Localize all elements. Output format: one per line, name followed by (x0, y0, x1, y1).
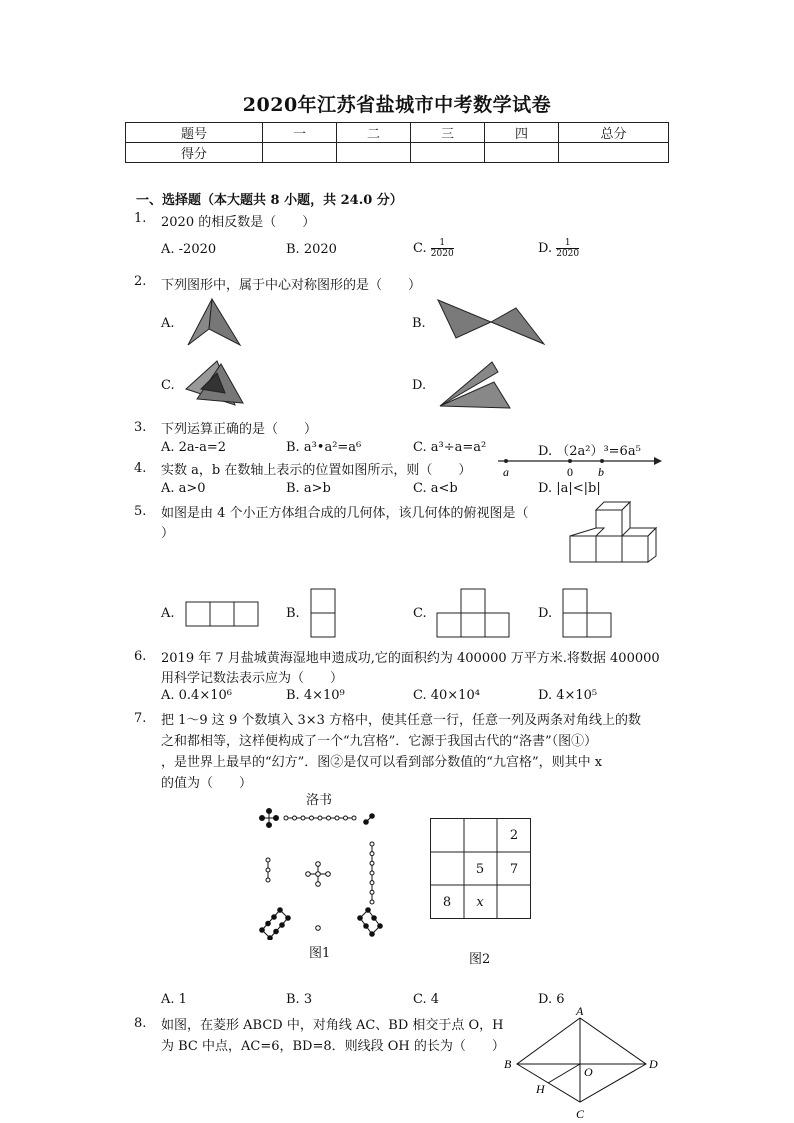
question-text: 之和都相等，这样便构成了一个“九宫格”．它源于我国古代的“洛書”（图①） (161, 734, 598, 749)
option-d[interactable]: D. (538, 606, 553, 621)
option-b[interactable]: B. 3 (286, 992, 313, 1007)
option-a[interactable]: A. (161, 606, 175, 621)
top-view-c (435, 587, 511, 641)
fraction-denominator: 2020 (556, 249, 580, 259)
label-h: H (536, 1082, 545, 1096)
question-text: 下列图形中，属于中心对称图形的是（ ） (161, 278, 422, 293)
question-number: 4. (134, 461, 147, 476)
score-header-cell: 总分 (559, 123, 669, 143)
score-table (125, 122, 669, 163)
score-header-cell: 四 (485, 123, 559, 143)
score-input-cell[interactable] (485, 143, 559, 163)
score-input-cell[interactable] (559, 143, 669, 163)
option-b[interactable]: B. a>b (286, 481, 331, 496)
grid-cell: 5 (475, 862, 485, 877)
number-line-figure (496, 452, 666, 480)
shape-d-figure (436, 358, 514, 410)
option-label: C. (413, 241, 427, 256)
option-label: D. (538, 241, 553, 256)
option-a[interactable]: A. 2a-a=2 (161, 440, 226, 455)
shape-a-figure (185, 297, 245, 349)
question-number: 2. (134, 274, 147, 289)
option-d[interactable]: D. (412, 378, 427, 393)
shape-b-figure (436, 298, 548, 348)
score-input-cell[interactable] (411, 143, 485, 163)
option-a[interactable]: A. 0.4×10⁶ (161, 688, 232, 703)
option-d[interactable] (538, 238, 579, 259)
question-text: 2020 的相反数是（ ） (161, 215, 316, 230)
option-c[interactable] (413, 238, 454, 259)
fraction (556, 238, 579, 259)
axis-label-a: a (503, 465, 509, 479)
option-b[interactable]: B. 4×10⁹ (286, 688, 345, 703)
question-text: 下列运算正确的是（ ） (161, 422, 318, 437)
question-text: 为 BC 中点，AC=6，BD=8．则线段 OH 的长为（ ） (161, 1039, 505, 1054)
option-c[interactable]: C. 4 (413, 992, 440, 1007)
fraction (431, 238, 454, 259)
option-d[interactable]: D. 6 (538, 992, 565, 1007)
option-c[interactable]: C. a<b (413, 481, 458, 496)
label-o: O (584, 1065, 593, 1079)
score-header-cell: 二 (337, 123, 411, 143)
score-table-score-row (126, 143, 669, 163)
question-text: 2019 年 7 月盐城黄海湿地申遗成功,它的面积约为 400000 万平方米.将数据 400000 (161, 651, 660, 666)
option-d[interactable]: D. |a|<|b| (538, 481, 601, 496)
label-c: C (576, 1107, 585, 1121)
luoshu-figure (256, 804, 388, 940)
score-input-cell[interactable] (337, 143, 411, 163)
question-number: 7. (134, 711, 147, 726)
question-number: 3. (134, 420, 147, 435)
section-heading: 一、选择题（本大题共 8 小题，共 24.0 分） (136, 193, 403, 208)
question-text: 如图，在菱形 ABCD 中，对角线 AC、BD 相交于点 O，H (161, 1018, 504, 1033)
option-d[interactable]: D. （2a²）³=6a⁵ (538, 444, 641, 459)
question-text: 用科学记数法表示应为（ ） (161, 671, 344, 686)
option-d[interactable]: D. 4×10⁵ (538, 688, 598, 703)
score-input-cell[interactable] (263, 143, 337, 163)
grid-cell: x (476, 895, 484, 910)
fig1-caption: 图1 (309, 946, 331, 961)
fig1-title: 洛书 (306, 793, 333, 808)
question-number: 5. (134, 504, 147, 519)
page-title: 2020年江苏省盐城市中考数学试卷 (242, 94, 552, 116)
fraction-numerator: 1 (556, 238, 579, 249)
option-c[interactable]: C. (413, 606, 427, 621)
label-a: A (576, 1004, 584, 1018)
question-text: 实数 a，b 在数轴上表示的位置如图所示，则（ ） (161, 463, 472, 478)
question-text: 的值为（ ） (161, 776, 253, 791)
option-a[interactable]: A. -2020 (161, 242, 217, 257)
question-text: ） (161, 526, 175, 541)
option-c[interactable]: C. (161, 378, 175, 393)
option-a[interactable]: A. (161, 316, 175, 331)
score-table-header-row (126, 123, 669, 143)
option-a[interactable]: A. a>0 (161, 481, 206, 496)
axis-label-b: b (598, 465, 604, 479)
fig2-caption: 图2 (469, 952, 491, 967)
top-view-b (309, 587, 337, 641)
fraction-numerator: 1 (431, 238, 454, 249)
nine-grid-figure (430, 818, 532, 920)
option-c[interactable]: C. a³÷a=a² (413, 440, 487, 455)
grid-cell: 2 (509, 828, 519, 843)
option-a[interactable]: A. 1 (161, 992, 187, 1007)
rhombus-figure (500, 1002, 666, 1123)
label-b: B (504, 1057, 512, 1071)
question-number: 1. (134, 211, 147, 226)
label-d: D (649, 1057, 658, 1071)
top-view-a (184, 600, 260, 630)
option-b[interactable]: B. 2020 (286, 242, 337, 257)
top-view-d (561, 587, 613, 641)
option-c[interactable]: C. 40×10⁴ (413, 688, 480, 703)
cubes-figure (566, 496, 664, 568)
score-row-label: 得分 (126, 143, 263, 163)
question-text: ，是世界上最早的“幻方”．图②是仅可以看到部分数值的“九宫格”，则其中 x (161, 755, 603, 770)
score-header-cell: 三 (411, 123, 485, 143)
option-b[interactable]: B. (286, 606, 300, 621)
option-b[interactable]: B. (412, 316, 426, 331)
question-text: 把 1～9 这 9 个数填入 3×3 方格中，使其任意一行，任意一列及两条对角线上的数 (161, 713, 642, 728)
question-number: 6. (134, 649, 147, 664)
fraction-denominator: 2020 (430, 249, 454, 259)
score-header-cell: 题号 (126, 123, 263, 143)
grid-cell: 7 (509, 862, 519, 877)
option-b[interactable]: B. a³•a²=a⁶ (286, 440, 362, 455)
grid-cell: 8 (442, 895, 452, 910)
axis-label-zero: 0 (567, 465, 573, 479)
question-text: 如图是由 4 个小正方体组合成的几何体，该几何体的俯视图是（ (161, 506, 529, 521)
question-number: 8. (134, 1016, 147, 1031)
score-header-cell: 一 (263, 123, 337, 143)
shape-c-figure (183, 359, 247, 409)
